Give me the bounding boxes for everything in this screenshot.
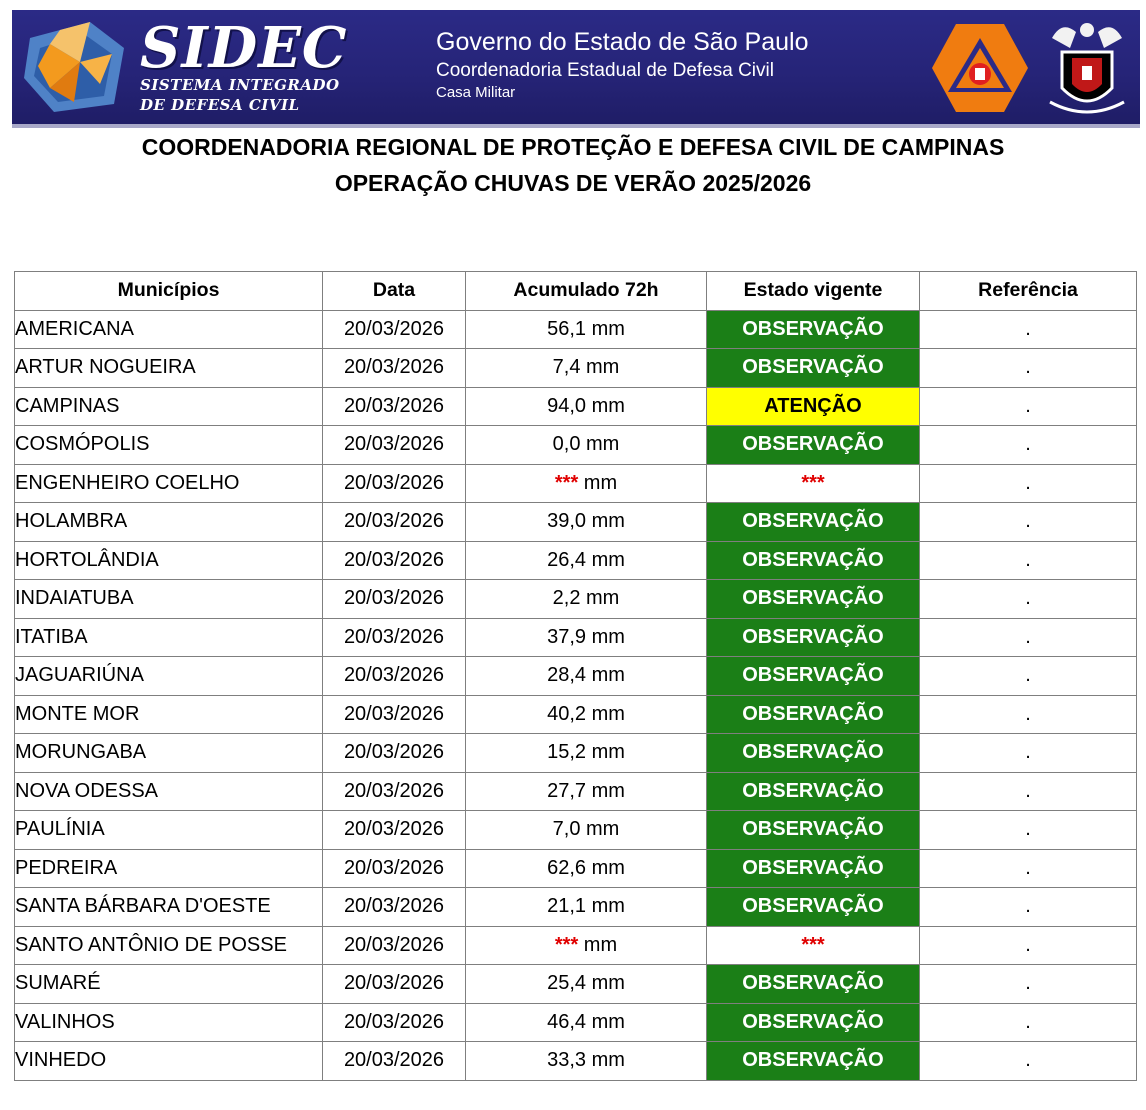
header-acumulado: Acumulado 72h <box>466 272 707 311</box>
accumulated-cell: 25,4 mm <box>466 965 707 1004</box>
municipio-cell: PAULÍNIA <box>15 811 323 850</box>
table-row <box>15 503 1137 542</box>
accumulated-cell <box>466 926 707 965</box>
date-cell: 20/03/2026 <box>323 965 466 1004</box>
header-estado: Estado vigente <box>707 272 920 311</box>
municipio-cell: MONTE MOR <box>15 695 323 734</box>
government-subtitle-1: Coordenadoria Estadual de Defesa Civil <box>436 60 774 81</box>
date-cell: 20/03/2026 <box>323 349 466 388</box>
accumulated-cell <box>466 464 707 503</box>
municipio-cell: HOLAMBRA <box>15 503 323 542</box>
status-badge: OBSERVAÇÃO <box>707 426 920 465</box>
brand-name: SIDEC <box>140 15 348 81</box>
table-row <box>15 541 1137 580</box>
table-row <box>15 888 1137 927</box>
status-badge: OBSERVAÇÃO <box>707 657 920 696</box>
reference-cell: . <box>920 1003 1137 1042</box>
date-cell: 20/03/2026 <box>323 695 466 734</box>
reference-cell: . <box>920 926 1137 965</box>
accumulated-cell: 40,2 mm <box>466 695 707 734</box>
municipio-cell: PEDREIRA <box>15 849 323 888</box>
status-badge: OBSERVAÇÃO <box>707 503 920 542</box>
reference-cell: . <box>920 695 1137 734</box>
municipio-cell: SANTA BÁRBARA D'OESTE <box>15 888 323 927</box>
date-cell: 20/03/2026 <box>323 926 466 965</box>
status-badge: OBSERVAÇÃO <box>707 1003 920 1042</box>
municipio-cell: SANTO ANTÔNIO DE POSSE <box>15 926 323 965</box>
reference-cell: . <box>920 1042 1137 1081</box>
table-row <box>15 734 1137 773</box>
municipio-cell: NOVA ODESSA <box>15 772 323 811</box>
casa-militar-crest-icon <box>1042 18 1132 118</box>
table-row <box>15 349 1137 388</box>
municipio-cell: AMERICANA <box>15 310 323 349</box>
header-data: Data <box>323 272 466 311</box>
status-badge: OBSERVAÇÃO <box>707 1042 920 1081</box>
date-cell: 20/03/2026 <box>323 503 466 542</box>
brand-subtitle-1: SISTEMA INTEGRADO <box>140 76 340 94</box>
table-row <box>15 811 1137 850</box>
date-cell: 20/03/2026 <box>323 849 466 888</box>
accumulated-cell: 26,4 mm <box>466 541 707 580</box>
table-row <box>15 426 1137 465</box>
reference-cell: . <box>920 349 1137 388</box>
accumulated-cell: 39,0 mm <box>466 503 707 542</box>
reference-cell: . <box>920 580 1137 619</box>
accumulated-cell: 33,3 mm <box>466 1042 707 1081</box>
accumulated-cell: 15,2 mm <box>466 734 707 773</box>
accumulated-cell: 7,0 mm <box>466 811 707 850</box>
report-subtitle: OPERAÇÃO CHUVAS DE VERÃO 2025/2026 <box>334 170 812 196</box>
status-badge: ATENÇÃO <box>707 387 920 426</box>
accumulated-cell: 62,6 mm <box>466 849 707 888</box>
reference-cell: . <box>920 387 1137 426</box>
municipio-cell: INDAIATUBA <box>15 580 323 619</box>
accumulated-cell: 56,1 mm <box>466 310 707 349</box>
municipio-cell: JAGUARIÚNA <box>15 657 323 696</box>
missing-value-marker: *** <box>554 933 579 956</box>
status-badge: *** <box>707 464 920 503</box>
reference-cell: . <box>920 849 1137 888</box>
status-badge: OBSERVAÇÃO <box>707 695 920 734</box>
accumulated-cell: 21,1 mm <box>466 888 707 927</box>
table-row <box>15 387 1137 426</box>
sidec-logo-icon <box>20 18 132 116</box>
date-cell: 20/03/2026 <box>323 1042 466 1081</box>
municipio-cell: ITATIBA <box>15 618 323 657</box>
date-cell: 20/03/2026 <box>323 734 466 773</box>
table-row <box>15 965 1137 1004</box>
table-row <box>15 1042 1137 1081</box>
reference-cell: . <box>920 888 1137 927</box>
rainfall-status-table <box>14 271 1137 1081</box>
date-cell: 20/03/2026 <box>323 580 466 619</box>
government-title: Governo do Estado de São Paulo <box>436 28 809 56</box>
reference-cell: . <box>920 618 1137 657</box>
municipio-cell: HORTOLÂNDIA <box>15 541 323 580</box>
status-badge: OBSERVAÇÃO <box>707 618 920 657</box>
date-cell: 20/03/2026 <box>323 811 466 850</box>
reference-cell: . <box>920 541 1137 580</box>
table-row <box>15 849 1137 888</box>
report-title: COORDENADORIA REGIONAL DE PROTEÇÃO E DEFESA CIVIL DE CAMPINAS <box>141 134 1005 160</box>
municipio-cell: ARTUR NOGUEIRA <box>15 349 323 388</box>
accumulated-cell: 94,0 mm <box>466 387 707 426</box>
reference-cell: . <box>920 811 1137 850</box>
status-badge: OBSERVAÇÃO <box>707 772 920 811</box>
municipio-cell: SUMARÉ <box>15 965 323 1004</box>
header-banner <box>12 10 1140 128</box>
reference-cell: . <box>920 772 1137 811</box>
reference-cell: . <box>920 503 1137 542</box>
missing-value-marker: *** <box>554 471 579 494</box>
table-header-row <box>15 272 1137 311</box>
reference-cell: . <box>920 464 1137 503</box>
table-row <box>15 310 1137 349</box>
unit-label: mm <box>578 471 618 494</box>
table-row <box>15 926 1137 965</box>
municipio-cell: COSMÓPOLIS <box>15 426 323 465</box>
status-badge: OBSERVAÇÃO <box>707 811 920 850</box>
status-badge: OBSERVAÇÃO <box>707 580 920 619</box>
date-cell: 20/03/2026 <box>323 1003 466 1042</box>
municipio-cell: ENGENHEIRO COELHO <box>15 464 323 503</box>
date-cell: 20/03/2026 <box>323 772 466 811</box>
status-badge: OBSERVAÇÃO <box>707 541 920 580</box>
date-cell: 20/03/2026 <box>323 618 466 657</box>
status-badge: OBSERVAÇÃO <box>707 888 920 927</box>
status-badge: OBSERVAÇÃO <box>707 349 920 388</box>
table-row <box>15 618 1137 657</box>
accumulated-cell: 37,9 mm <box>466 618 707 657</box>
table-row <box>15 1003 1137 1042</box>
reference-cell: . <box>920 657 1137 696</box>
accumulated-cell: 7,4 mm <box>466 349 707 388</box>
reference-cell: . <box>920 734 1137 773</box>
accumulated-cell: 27,7 mm <box>466 772 707 811</box>
date-cell: 20/03/2026 <box>323 310 466 349</box>
brand-subtitle-2: DE DEFESA CIVIL <box>140 96 300 114</box>
status-badge: *** <box>707 926 920 965</box>
municipio-cell: CAMPINAS <box>15 387 323 426</box>
table-row <box>15 580 1137 619</box>
municipio-cell: MORUNGABA <box>15 734 323 773</box>
municipio-cell: VALINHOS <box>15 1003 323 1042</box>
date-cell: 20/03/2026 <box>323 888 466 927</box>
date-cell: 20/03/2026 <box>323 426 466 465</box>
status-badge: OBSERVAÇÃO <box>707 965 920 1004</box>
reference-cell: . <box>920 426 1137 465</box>
civil-defense-emblem-icon <box>930 22 1030 114</box>
table-row <box>15 772 1137 811</box>
reference-cell: . <box>920 310 1137 349</box>
accumulated-cell: 46,4 mm <box>466 1003 707 1042</box>
reference-cell: . <box>920 965 1137 1004</box>
status-badge: OBSERVAÇÃO <box>707 849 920 888</box>
date-cell: 20/03/2026 <box>323 387 466 426</box>
status-badge: OBSERVAÇÃO <box>707 310 920 349</box>
status-badge: OBSERVAÇÃO <box>707 734 920 773</box>
accumulated-cell: 0,0 mm <box>466 426 707 465</box>
government-subtitle-2: Casa Militar <box>436 84 516 101</box>
accumulated-cell: 2,2 mm <box>466 580 707 619</box>
table-row <box>15 464 1137 503</box>
table-row <box>15 657 1137 696</box>
date-cell: 20/03/2026 <box>323 541 466 580</box>
table-body <box>15 310 1137 1080</box>
accumulated-cell: 28,4 mm <box>466 657 707 696</box>
unit-label: mm <box>578 933 618 956</box>
header-referencia: Referência <box>920 272 1137 311</box>
table-row <box>15 695 1137 734</box>
date-cell: 20/03/2026 <box>323 657 466 696</box>
date-cell: 20/03/2026 <box>323 464 466 503</box>
header-municipios: Municípios <box>15 272 323 311</box>
municipio-cell: VINHEDO <box>15 1042 323 1081</box>
